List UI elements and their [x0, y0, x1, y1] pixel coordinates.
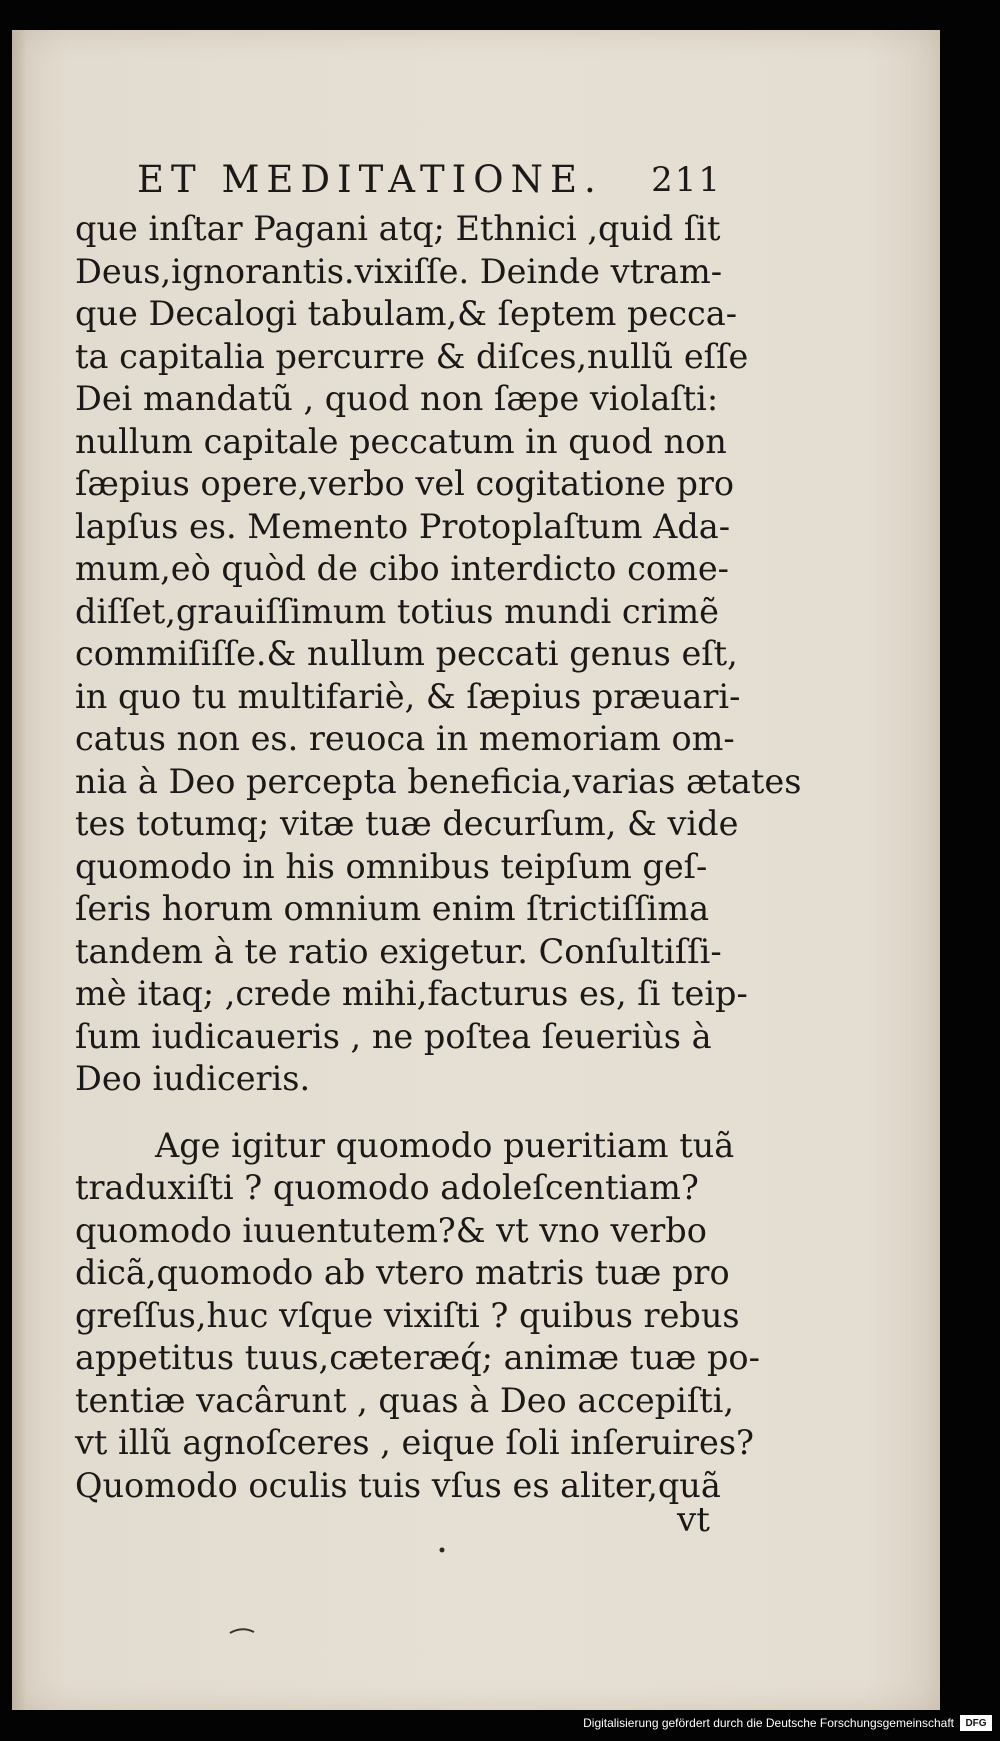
- text-line: tes totumq; vitæ tuæ decurſum, & vide: [75, 804, 739, 843]
- text-line: Quomodo oculis tuis vſus es aliter,quã: [75, 1465, 721, 1505]
- catchword: vt: [677, 1500, 710, 1540]
- text-line: quomodo in his omnibus teipſum geſ-: [75, 846, 708, 886]
- dfg-logo-icon: DFG: [960, 1715, 992, 1731]
- text-line: mè itaq; ,crede mihi,facturus es, ſi teip-: [75, 974, 748, 1013]
- text-line: appetitus tuus,cæteræq́; animæ tuæ po-: [75, 1338, 760, 1377]
- text-line: ſæpius opere,verbo vel cogitatione pro: [75, 464, 735, 503]
- digitization-credit: [583, 1713, 992, 1733]
- text-line: quomodo iuuentutem?& vt vno verbo: [75, 1210, 707, 1250]
- text-line: nullum capitale peccatum in quod non: [75, 421, 727, 461]
- page-number: 211: [651, 160, 722, 200]
- text-line: greſſus,huc vſque vixiſti ? quibus rebus: [75, 1295, 740, 1335]
- book-page: [12, 30, 940, 1710]
- text-line: tentiæ vacârunt , quas à Deo accepiſti,: [75, 1380, 735, 1420]
- text-line: lapſus es. Memento Protoplaſtum Ada-: [75, 506, 731, 546]
- text-line: Age igitur quomodo pueritiam tuã: [155, 1125, 735, 1165]
- running-head: ET MEDITATIONE.: [137, 158, 603, 201]
- text-line: ſeris horum omnium enim ſtrictiſſima: [75, 889, 710, 928]
- text-line: traduxiſti ? quomodo adoleſcentiam?: [75, 1168, 699, 1207]
- text-line: dicã,quomodo ab vtero matris tuæ pro: [75, 1253, 730, 1292]
- text-line: vt illũ agnoſceres , eique ſoli inſeruires?: [75, 1423, 755, 1462]
- text-line: tandem à te ratio exigetur. Conſultiſſi-: [75, 931, 722, 971]
- text-line: nia à Deo percepta beneficia,varias ætates: [75, 761, 802, 801]
- text-line: Deus,ignorantis.vixiſſe. Deinde vtram-: [75, 251, 723, 291]
- text-line: ta capitalia percurre & diſces,nullũ eſſe: [75, 336, 749, 376]
- text-line: commiſiſſe.& nullum peccati genus eſt,: [75, 634, 738, 673]
- text-line: Deo iudiceris.: [75, 1059, 311, 1098]
- text-line: catus non es. reuoca in memoriam om-: [75, 719, 735, 758]
- text-line: que Decalogi tabulam,& ſeptem pecca-: [75, 294, 738, 333]
- text-line: in quo tu multifariè, & ſæpius præuari-: [75, 676, 741, 716]
- text-line: ſum iudicaueris , ne poſtea ſeueriùs à: [75, 1016, 712, 1056]
- credit-text: Digitalisierung gefördert durch die Deutsche Forschungsgemeinschaft: [583, 1716, 954, 1730]
- text-line: que inſtar Pagani atq; Ethnici ,quid ſit: [75, 209, 721, 248]
- text-line: diſſet,grauiſſimum totius mundi crimẽ: [75, 591, 719, 631]
- text-line: Dei mandatũ , quod non ſæpe violaſti:: [75, 379, 719, 418]
- text-line: mum,eò quòd de cibo interdicto come-: [75, 549, 729, 588]
- paper-specks: [12, 30, 940, 1710]
